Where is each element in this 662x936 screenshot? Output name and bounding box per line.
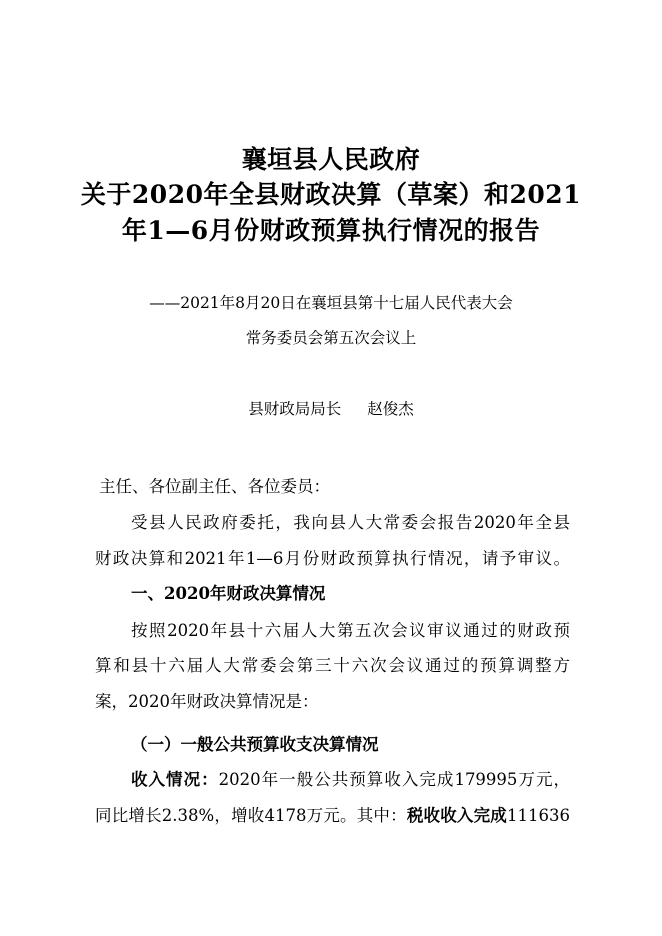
section-1-line-2: 算和县十六届人大常委会第三十六次会议通过的预算调整方	[95, 656, 570, 675]
author-position: 县财政局局长	[248, 400, 342, 418]
title-line-2: 关于2020年全县财政决算（草案）和2021	[80, 180, 582, 209]
title-line-1: 襄垣县人民政府	[241, 145, 421, 174]
subtitle-line-2: 常务委员会第五次会议上	[245, 329, 417, 347]
intro-line-2: 财政决算和2021年1—6月份财政预算执行情况，请予审议。	[95, 549, 570, 568]
author-name: 赵俊杰	[367, 400, 414, 418]
income-label: 收入情况：	[131, 770, 219, 789]
section-1-line-1: 按照2020年县十六届人大第五次会议审议通过的财政预	[131, 621, 570, 640]
subsection-1-heading: （一）一般公共预算收支决算情况	[131, 735, 379, 754]
title-line-3: 年1—6月份财政预算执行情况的报告	[121, 216, 541, 245]
author-line	[0, 398, 662, 420]
salutation: 主任、各位副主任、各位委员：	[99, 477, 330, 496]
section-1-line-3: 案，2020年财政决算情况是：	[95, 692, 319, 711]
income-line-1	[131, 762, 570, 797]
income-line-2-post: 111636	[507, 806, 570, 825]
section-1-heading: 一、2020年财政决算情况	[131, 584, 326, 603]
subtitle-line-1: ——2021年8月20日在襄垣县第十七届人民代表大会	[149, 294, 513, 312]
income-line-2	[95, 798, 570, 833]
income-text-1: 2020年一般公共预算收入完成179995万元，	[218, 770, 571, 789]
intro-line-1: 受县人民政府委托，我向县人大常委会报告2020年全县	[131, 513, 570, 532]
income-line-2-pre: 同比增长2.38%，增收4178万元。其中：	[95, 806, 407, 825]
tax-income-label: 税收收入完成	[406, 806, 507, 825]
